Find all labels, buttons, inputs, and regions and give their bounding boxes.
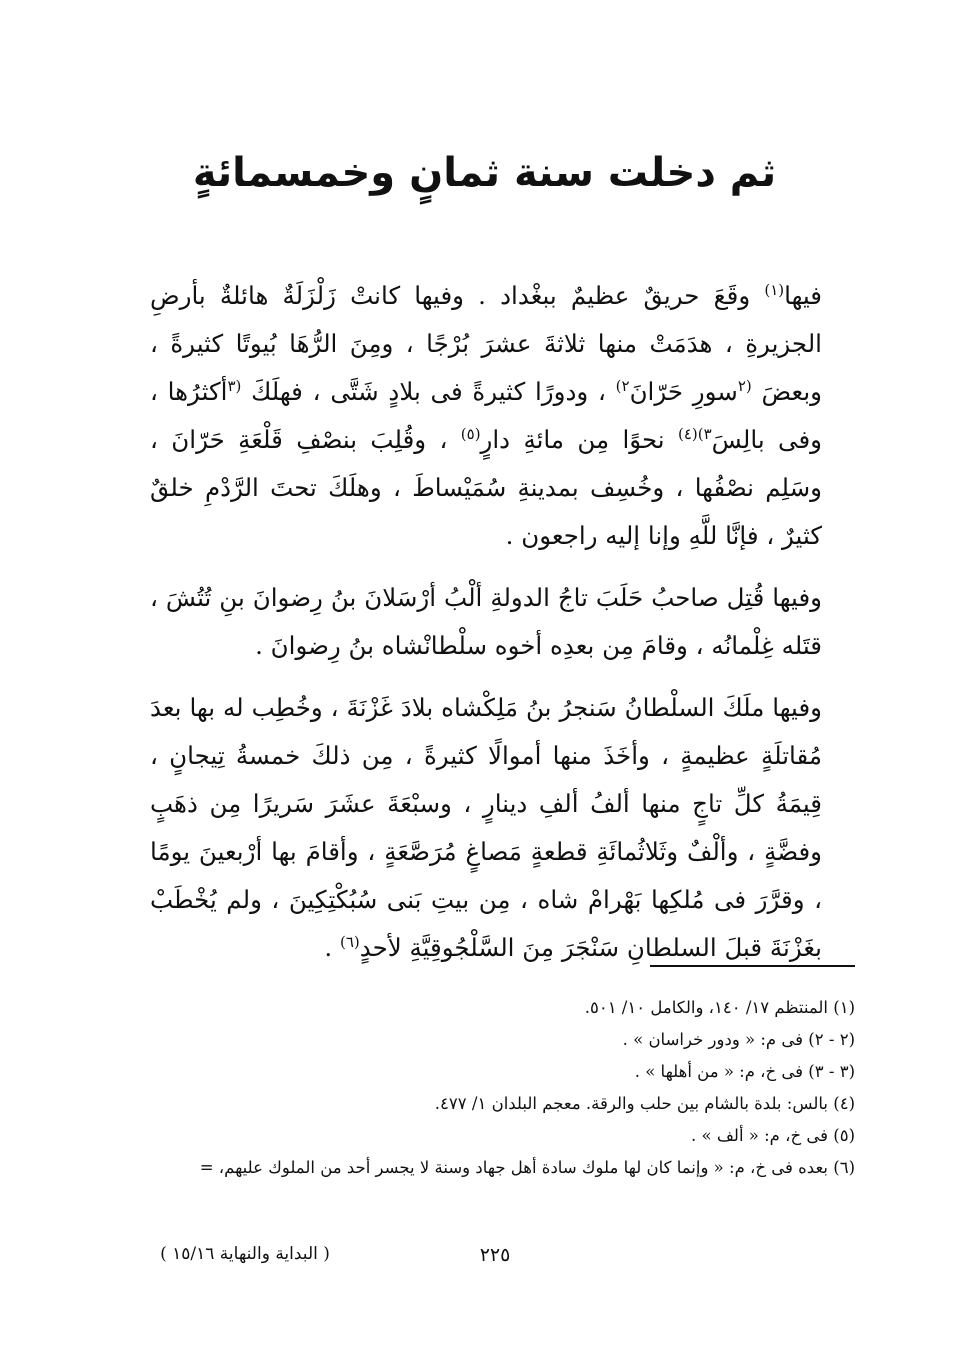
footnote-3: (٣ - ٣) فى خ، م: « من أهلها » .: [634, 1062, 855, 1081]
chapter-title: ثم دخلت سنة ثمانٍ وخمسمائةٍ: [192, 150, 777, 196]
footnotes: [130, 992, 855, 1184]
footnote-ref[interactable]: (٣: [227, 376, 242, 395]
footnote-ref[interactable]: ٣)(٤): [677, 424, 712, 443]
page-number: ٢٢٥: [479, 1244, 511, 1266]
footnote-divider: [650, 965, 855, 967]
footnote-5: (٥) فى خ، م: « ألف » .: [691, 1126, 855, 1145]
text-run: وفيها ملَكَ السلْطانُ سَنجرُ بنُ مَلِكْشاه بلادَ غَزْنَةَ ، وخُطِب له بها بعدَ مُقاتلَةٍ عظيمةٍ ، وأخَذَ منها أموالًا كثيرةً ، مِن ذلكَ خمسةُ تِيجانٍ ، قِيمَةُ كلِّ تاجٍ منها ألفُ ألفِ دينارٍ ، وسبْعَةَ عشَرَ سَريرًا مِن ذهَبٍ وفضَّةٍ ، وألْفٌ وثَلاثُمائَةِ قطعةٍ مَصاغٍ مُرَصَّعَةٍ ، وأقامَ بها أرْبعينَ يومًا ، وقرَّرَ فى مُلكِها بَهْرامْ شاه ، مِن بيتِ بَنى سُبُكْتِكِينَ ، ولم يُخْطَبْ بغَزْنَةَ قبلَ السلطانِ سَنْجَرَ مِنَ السَّلْجُوقِيَّةِ لأحدٍ: [150, 693, 822, 962]
footnote-ref[interactable]: (٦): [339, 932, 360, 951]
footnote-ref[interactable]: (١): [764, 280, 785, 299]
text-run: .: [324, 933, 340, 962]
text-run: فيها: [784, 281, 822, 310]
paragraph-ghazna: [150, 684, 822, 972]
footnote-4: (٤) بالس: بلدة بالشام بين حلب والرقة. معجم البلدان ١/ ٤٧٧.: [434, 1094, 855, 1113]
running-footer: ( البداية والنهاية ١٥/١٦ ): [160, 1244, 330, 1264]
paragraph-earthquake: [150, 272, 822, 560]
footnote-ref[interactable]: (٥): [460, 424, 481, 443]
paragraph-aleppo: وفيها قُتِل صاحبُ حَلَبَ تاجُ الدولةِ ألْبُ أرْسَلانَ بنُ رِضوانَ بنِ تُتُشَ ، قتَله غِلْمانُه ، وقامَ مِن بعدِه أخوه سلْطانْشاه بنُ رِضوانَ .: [150, 583, 822, 660]
text-run: ، وقُلِبَ بنصْفِ قَلْعَةِ حَرّانَ ، وسَلِم نصْفُها ، وخُسِف بمدينةِ سُمَيْساطَ ، وهلَكَ تحتَ الرَّدْمِ خلقٌ كثيرٌ ، فإنَّا للَّهِ وإنا إليه راجعون .: [150, 425, 822, 550]
main-text: [150, 272, 822, 986]
footnote-2: (٢ - ٢) فى م: « ودور خراسان » .: [622, 1030, 855, 1049]
text-run: نحوًا مِن مائةِ دارٍ: [480, 425, 678, 454]
text-run: ، ودورًا كثيرةً فى بلادٍ شَتَّى ، فهلَكَ: [241, 377, 616, 406]
text-run: وقَعَ حريقٌ عظيمٌ ببغْداد . وفيها كانتْ زَلْزَلَةٌ هائلةٌ بأرضِ الجزيرةِ ، هدَمَتْ منها ثلاثةَ عشرَ بُرْجًا ، ومِنَ الرُّهَا بُيوتًا كثيرةً ، وبعضَ: [150, 281, 822, 406]
footnote-ref[interactable]: (٢: [737, 376, 752, 395]
footnote-1: (١) المنتظم ١٧/ ١٤٠، والكامل ١٠/ ٥٠١.: [584, 998, 855, 1017]
footnote-ref[interactable]: ٢): [615, 376, 630, 395]
footnote-6: (٦) بعده فى خ، م: « وإنما كان لها ملوك سادة أهل جهاد وسنة لا يجسر أحد من الملوك عليهم، =: [199, 1158, 855, 1177]
text-run: أكثرُها ، وفى بالِسَ: [150, 377, 822, 454]
text-run: سورِ حَرّانَ: [629, 377, 738, 406]
